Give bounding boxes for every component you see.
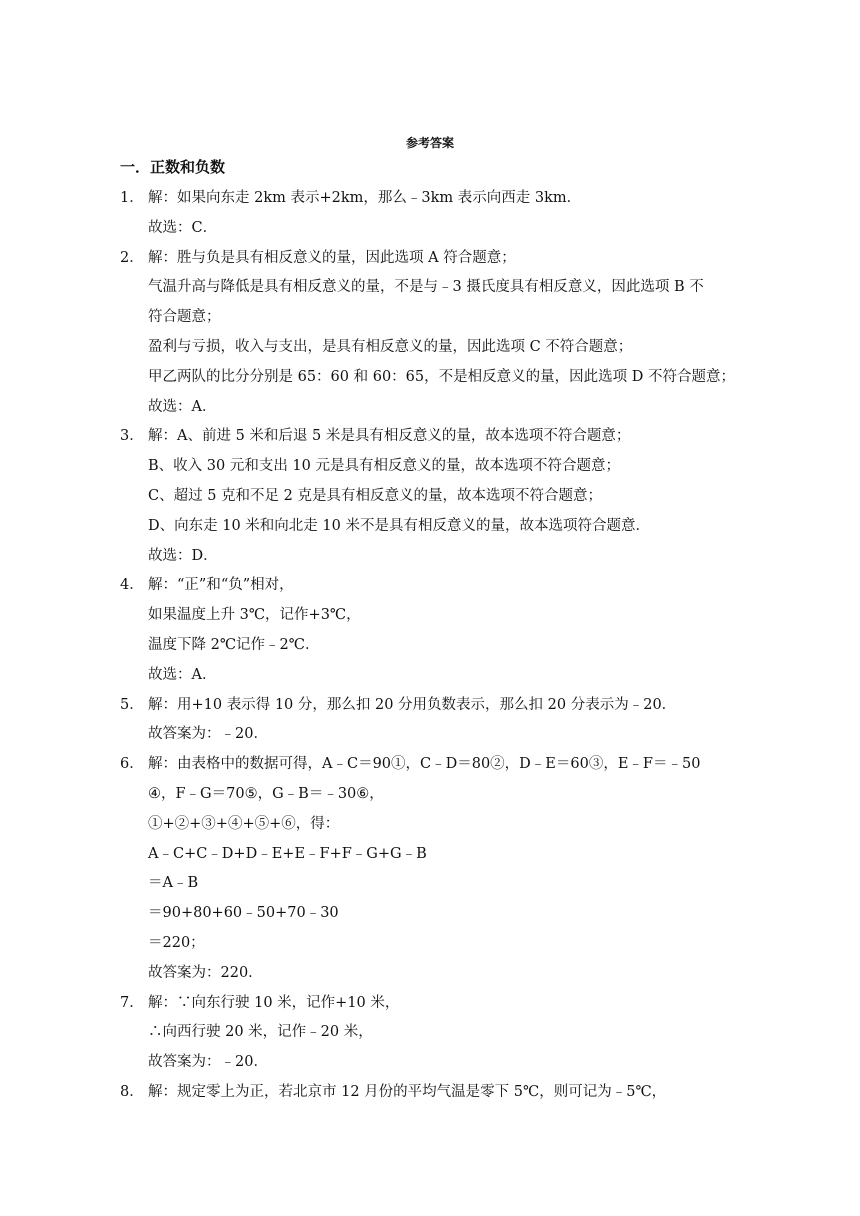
answer-4-line-1 [120,571,740,601]
answer-number: 5． [120,696,144,713]
answer-text: 符合题意； [148,309,221,326]
answer-text: ＝220； [148,934,205,951]
answer-text: ∴向西行驶 20 米，记作﹣20 米， [148,1024,373,1041]
answer-text: 解：如果向东走 2km 表示+2km，那么﹣3km 表示向西走 3km． [148,190,582,206]
answer-6-line-1 [120,750,740,780]
answer-number: 8． [120,1083,144,1100]
answer-text: 解：“正”和“负”相对， [148,577,294,594]
answer-text: A﹣C+C﹣D+D﹣E+E﹣F+F﹣G+G﹣B [148,845,427,862]
answer-text: 故选：A． [148,666,217,683]
answer-text: 解：由表格中的数据可得，A﹣C＝90①，C﹣D＝80②，D﹣E＝60③，E﹣F＝﹣50 [148,756,701,773]
answer-text: 温度下降 2℃记作﹣2℃． [148,636,320,653]
answer-5-line-1 [120,691,740,721]
answer-number: 7． [120,994,144,1011]
answer-text: ＝A﹣B [148,875,199,892]
answer-2-line-1 [120,244,740,274]
answer-number: 2． [120,249,144,266]
answer-text: 故选：C． [148,219,218,236]
answer-number: 3． [120,428,144,445]
answer-8-line-1 [120,1078,740,1108]
answer-text: C、超过 5 克和不足 2 克是具有相反意义的量，故本选项不符合题意； [148,487,602,504]
answer-7-line-1 [120,989,740,1019]
answer-text: 解：∵向东行驶 10 米，记作+10 米， [148,994,400,1011]
answer-text: D、向东走 10 米和向北走 10 米不是具有相反意义的量，故本选项符合题意． [148,517,650,534]
answer-text: 故答案为：220． [148,964,263,981]
answer-text: 解：用+10 表示得 10 分，那么扣 20 分用负数表示，那么扣 20 分表示为﹣20． [148,696,677,713]
answer-text: B、收入 30 元和支出 10 元是具有相反意义的量，故本选项不符合题意； [148,458,620,475]
answer-1-line-1 [120,184,740,214]
answer-text: ④，F﹣G＝70⑤，G﹣B＝﹣30⑥， [148,785,384,802]
answer-text: 故答案为：﹣20． [148,1054,268,1071]
answer-text: 气温升高与降低是具有相反意义的量，不是与﹣3 摄氏度具有相反意义，因此选项 B 不 [148,279,704,296]
answer-text: 解：A、前进 5 米和后退 5 米是具有相反意义的量，故本选项不符合题意； [148,428,631,445]
answer-text: 盈利与亏损，收入与支出，是具有相反意义的量，因此选项 C 不符合题意； [148,338,633,355]
answer-text: 解：规定零上为正，若北京市 12 月份的平均气温是零下 5℃，则可记为﹣5℃， [148,1083,667,1100]
answer-3-line-1 [120,422,740,452]
answer-number: 1． [120,190,144,206]
answer-text: 解：胜与负是具有相反意义的量，因此选项 A 符合题意； [148,249,516,266]
answer-list [120,184,740,1108]
answer-text: 故选：D． [148,547,218,564]
answer-number: 6． [120,756,144,773]
answer-text: 故答案为：﹣20． [148,726,268,743]
answer-text: ＝90+80+60﹣50+70﹣30 [148,905,339,922]
answer-text: 甲乙两队的比分分别是 65：60 和 60：65，不是相反意义的量，因此选项 D 不符合题意； [148,368,735,385]
answer-text: 如果温度上升 3℃，记作+3℃， [148,607,361,624]
section-heading: 一．正数和负数 [120,158,226,176]
page-title: 参考答案 [405,136,454,150]
answer-number: 4． [120,577,144,594]
answer-text: ①+②+③+④+⑤+⑥，得： [148,815,340,832]
answer-text: 故选：A． [148,398,217,415]
